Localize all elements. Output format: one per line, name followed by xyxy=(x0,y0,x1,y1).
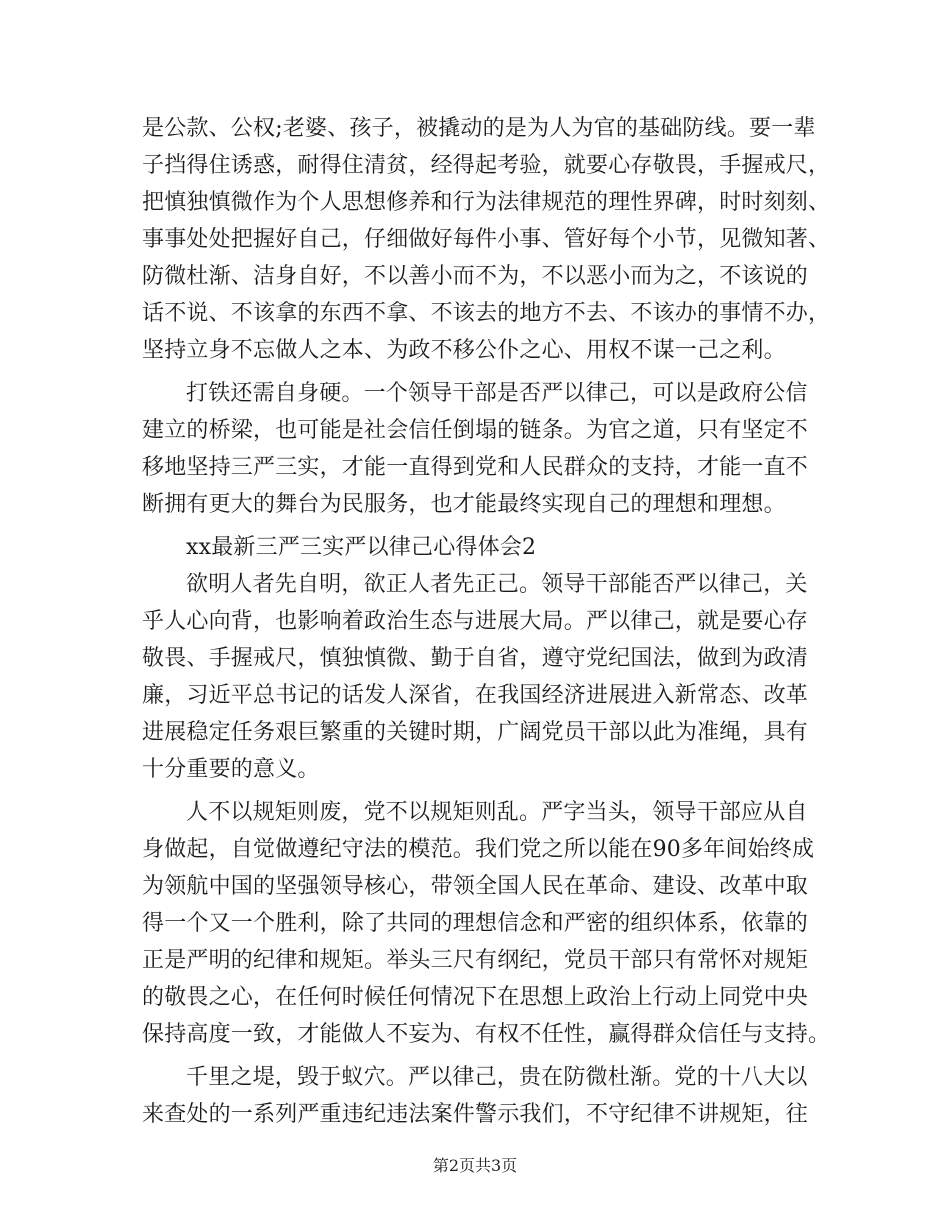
page-number: 第2页共3页 xyxy=(432,1156,518,1175)
text-line: 人不以规矩则废，党不以规矩则乱。严字当头，领导干部应从自 xyxy=(186,800,808,825)
text-line: 断拥有更大的舞台为民服务，也才能最终实现自己的理想和理想。 xyxy=(142,492,786,517)
text-line: 欲明人者先自明，欲正人者先正己。领导干部能否严以律己，关 xyxy=(186,572,808,597)
text-line: 打铁还需自身硬。一个领导干部是否严以律己，可以是政府公信 xyxy=(186,381,808,406)
section-heading xyxy=(142,529,808,566)
text-line: 廉，习近平总书记的话发人深省，在我国经济进展进入新常态、改革 xyxy=(142,683,809,708)
text-line: 十分重要的意义。 xyxy=(142,757,320,782)
paragraph xyxy=(142,375,808,523)
paragraph xyxy=(142,110,831,369)
text-line: 身做起，自觉做遵纪守法的模范。我们党之所以能在90多年间始终成 xyxy=(142,837,815,862)
text-line: 得一个又一个胜利，除了共同的理想信念和严密的组织体系，依靠的 xyxy=(142,911,809,936)
page-footer xyxy=(0,1155,950,1177)
text-line: 正是严明的纪律和规矩。举头三尺有纲纪，党员干部只有常怀对规矩 xyxy=(142,948,809,973)
text-line: 事事处处把握好自己，仔细做好每件小事、管好每个小节，见微知著、 xyxy=(142,227,831,252)
text-line: 进展稳定任务艰巨繁重的关键时期，广阔党员干部以此为准绳，具有 xyxy=(142,720,809,745)
text-line: 是公款、公权;老婆、孩子，被撬动的是为人为官的基础防线。要一辈 xyxy=(142,116,816,141)
text-line: 的敬畏之心，在任何时候任何情况下在思想上政治上行动上同党中央 xyxy=(142,985,809,1010)
text-line: 为领航中国的坚强领导核心，带领全国人民在革命、建设、改革中取 xyxy=(142,874,809,899)
heading-line: xx最新三严三实严以律己心得体会2 xyxy=(186,535,537,560)
text-line: 话不说、不该拿的东西不拿、不该去的地方不去、不该办的事情不办， xyxy=(142,301,831,326)
paragraph xyxy=(142,1059,808,1133)
text-line: 敬畏、手握戒尺，慎独慎微、勤于自省，遵守党纪国法，做到为政清 xyxy=(142,646,809,671)
document-body xyxy=(142,110,831,1133)
paragraph xyxy=(142,794,831,1053)
text-line: 乎人心向背，也影响着政治生态与进展大局。严以律己，就是要心存 xyxy=(142,609,809,634)
text-line: 坚持立身不忘做人之本、为政不移公仆之心、用权不谋一己之利。 xyxy=(142,338,786,363)
text-line: 防微杜渐、洁身自好，不以善小而不为，不以恶小而为之，不该说的 xyxy=(142,264,809,289)
text-line: 把慎独慎微作为个人思想修养和行为法律规范的理性界碑，时时刻刻、 xyxy=(142,190,831,215)
text-line: 保持高度一致，才能做人不妄为、有权不任性，赢得群众信任与支持。 xyxy=(142,1022,831,1047)
paragraph xyxy=(142,566,808,788)
text-line: 建立的桥梁，也可能是社会信任倒塌的链条。为官之道，只有坚定不 xyxy=(142,418,809,443)
text-line: 来查处的一系列严重违纪违法案件警示我们，不守纪律不讲规矩，往 xyxy=(142,1102,809,1127)
text-line: 子挡得住诱惑，耐得住清贫，经得起考验，就要心存敬畏，手握戒尺， xyxy=(142,153,831,178)
text-line: 千里之堤，毁于蚁穴。严以律己，贵在防微杜渐。党的十八大以 xyxy=(186,1065,808,1090)
text-line: 移地坚持三严三实，才能一直得到党和人民群众的支持，才能一直不 xyxy=(142,455,809,480)
